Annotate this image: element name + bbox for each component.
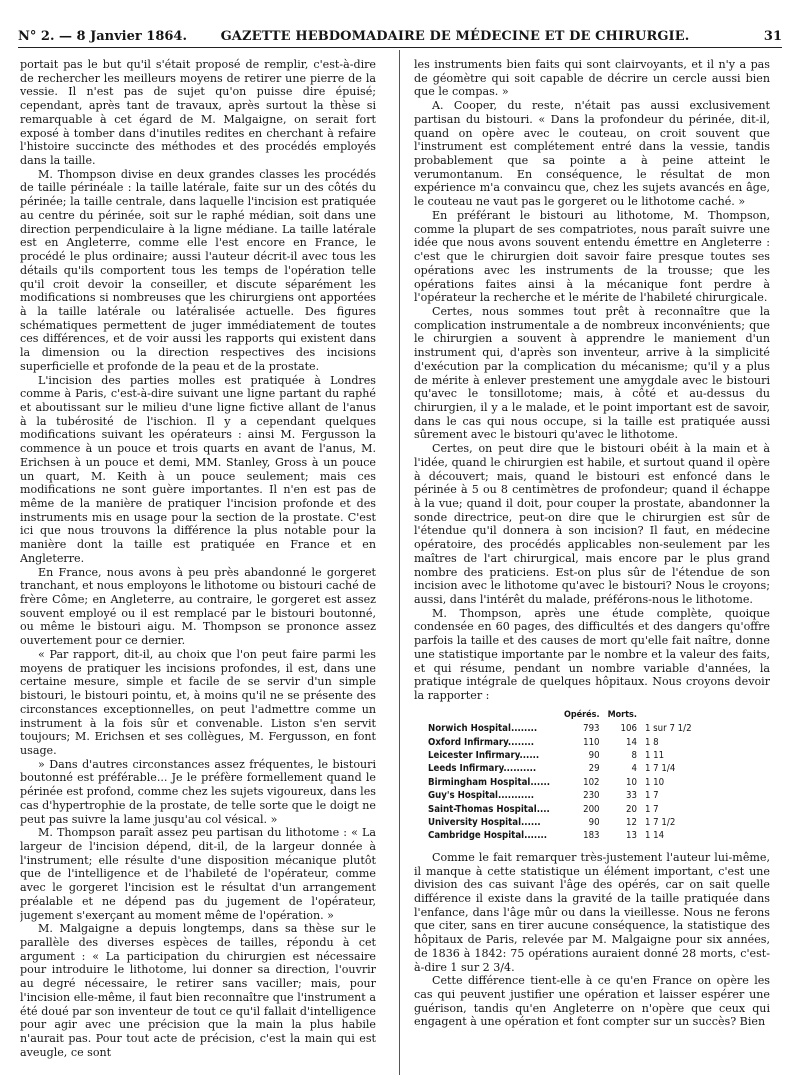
left-column bbox=[20, 58, 376, 1078]
hospital-name: Cambridge Hospital....... bbox=[428, 830, 548, 842]
col-morts-header: Morts. bbox=[607, 709, 637, 720]
mortality-ratio: 1 10 bbox=[644, 776, 665, 788]
table-row bbox=[424, 829, 696, 842]
mortality-ratio: 1 7 1/4 bbox=[644, 763, 676, 775]
mortality-ratio: 1 7 bbox=[644, 803, 659, 815]
hospital-name: Norwich Hospital........ bbox=[428, 723, 538, 735]
morts-count: 20 bbox=[625, 803, 637, 815]
running-header bbox=[18, 26, 782, 48]
right-column bbox=[414, 58, 770, 1078]
morts-count: 8 bbox=[631, 750, 637, 761]
operes-count: 29 bbox=[588, 763, 600, 775]
mortality-ratio: 1 8 bbox=[644, 736, 659, 748]
table-row bbox=[424, 736, 696, 749]
paragraph: M. Thompson paraît assez peu partisan du lithotome : « La largeur de l'incision dépend, dit-il, de la largeur donnée à l'instrument; elle résulte d'une disposition mécanique plutôt que de l'intelligence et de l'habileté de l'opérateur, comme avec le gorgeret l'incision est le résultat d'un arrangement préalable et ne dépend pas du jugement de l'opérateur, jugement s'exerçant au moment même de l'opération. » bbox=[20, 826, 376, 922]
morts-count: 13 bbox=[625, 830, 637, 842]
paragraph: « Par rapport, dit-il, au choix que l'on peut faire parmi les moyens de pratiquer les incisions profondes, il est, dans une certaine mesure, simple et facile de se servir d'un simple bistouri, le bistouri pointu, et, à moins qu'il ne se présente des circonstances exceptionnelles, on peut l'admettre comme un instrument à la fois sûr et convenable. Liston s'en servit toujours; M. Erichsen et ses collègues, M. Fergusson, en font usage. bbox=[20, 647, 376, 757]
page-number: 31 bbox=[763, 29, 782, 44]
paragraph: Cette différence tient-elle à ce qu'en France on opère les cas qui peuvent justifier une opération et laisser espérer une guérison, tandis qu'en Angleterre on n'opère que ceux qui engagent à une opération et font compter sur un succès? Bien bbox=[414, 974, 770, 1029]
table-row bbox=[424, 749, 696, 762]
mortality-ratio: 1 7 bbox=[644, 790, 659, 802]
col-operes-header: Opérés. bbox=[564, 709, 600, 720]
journal-title: GAZETTE HEBDOMADAIRE DE MÉDECINE ET DE CHIRURGIE. bbox=[220, 29, 690, 44]
paragraph: » Dans d'autres circonstances assez fréquentes, le bistouri boutonné est préférable... Je le préfère formellement quand le périnée est profond, comme chez les sujets vigoureux, dans les cas d'hypertrophie de la prostate, de telle sorte que le doigt ne peut pas suivre la lame jusqu'au col vésical. » bbox=[20, 757, 376, 826]
operes-count: 102 bbox=[583, 776, 600, 788]
paragraph: portait pas le but qu'il s'était proposé de remplir, c'est-à-dire de rechercher les meilleurs moyens de retirer une pierre de la vessie. Il n'est pas de sujet qu'on puisse dire épuisé; cependant, après tant de travaux, après surtout la thèse si remarquable à cet égard de M. Malgaigne, on serait fort exposé à tomber dans d'inutiles redites en cherchant à refaire l'histoire succincte des méthodes et des procédés employés dans la taille. bbox=[20, 58, 376, 168]
paragraph: les instruments bien faits qui sont clairvoyants, et il n'y a pas de géomètre qui soit capable de décrire un cercle aussi bien que le compas. » bbox=[414, 58, 770, 99]
paragraph: Comme le fait remarquer très-justement l'auteur lui-même, il manque à cette statistique un élément important, c'est une division des cas suivant l'âge des opérés, car on sait quelle différence il existe dans la gravité de la taille pratiquée dans l'enfance, dans l'âge mûr ou dans la vieillesse. Nous ne ferons que citer, sans en tirer aucune conséquence, la statistique des hôpitaux de Paris, relevée par M. Malgaigne pour six années, de 1836 à 1842: 75 opérations auraient donné 28 morts, c'est-à-dire 1 sur 2 3/4. bbox=[414, 850, 770, 974]
morts-count: 12 bbox=[625, 817, 637, 829]
operes-count: 793 bbox=[583, 723, 600, 735]
issue-date: N° 2. — 8 Janvier 1864. bbox=[18, 29, 187, 44]
operes-count: 110 bbox=[583, 736, 600, 748]
paragraph: Certes, on peut dire que le bistouri obéit à la main et à l'idée, quand le chirurgien est habile, et surtout quand il opère à découvert; mais, quand le bistouri est enfoncé dans le périnée à 5 ou 8 centimètres de profondeur; quand il échappe à la vue; quand il doit, pour couper la prostate, abandonner la sonde directrice, peut-on dire que le chirurgien est sûr de l'étendue qu'il donnera à son incision? Il faut, en médecine opératoire, des procédés applicables non-seulement par les maîtres de l'art chirurgical, mais encore par le plus grand nombre des praticiens. Est-on plus sûr de l'étendue de son incision avec le lithotome qu'avec le bistouri? Nous le croyons; aussi, dans l'intérêt du malade, préférons-nous le lithotome. bbox=[414, 442, 770, 607]
morts-count: 106 bbox=[620, 723, 637, 735]
morts-count: 10 bbox=[625, 776, 637, 788]
operes-count: 230 bbox=[583, 790, 600, 802]
paragraph: M. Thompson, après une étude complète, quoique condensée en 60 pages, des difficultés et des dangers qu'offre parfois la taille et des causes de mort qu'elle fait naître, donne une statistique importante par le nombre et la valeur des faits, et qui résume, pendant un nombre variable d'années, la pratique intégrale de quelques hôpitaux. Nous croyons devoir la rapporter : bbox=[414, 606, 770, 703]
mortality-ratio: 1 7 1/2 bbox=[644, 817, 676, 829]
table-row bbox=[424, 762, 696, 775]
table-row bbox=[424, 776, 696, 789]
hospital-name: Guy's Hospital........... bbox=[428, 790, 535, 802]
paragraph: Certes, nous sommes tout prêt à reconnaître que la complication instrumentale a de nombreux inconvénients; que le chirurgien a souvent à apprendre le maniement d'un instrument qui, d'après son inventeur, arrive à la simplicité d'exécution par la complication du mécanisme; qu'il y a plus de mérite à enlever prestement une amygdale avec le bistouri qu'avec le tonsillotome; mais, à côté et au-dessus du chirurgien, il y a le malade, et le point important est de savoir, dans le cas qui nous occupe, si la taille est pratiquée aussi sûrement avec le bistouri qu'avec le lithotome. bbox=[414, 304, 770, 442]
right-column-text-bottom bbox=[414, 851, 770, 1029]
table-header-row bbox=[424, 709, 696, 722]
paragraph: En préférant le bistouri au lithotome, M. Thompson, comme la plupart de ses compatriotes, nous paraît suivre une idée que nous avons souvent entendu émettre en Angleterre : c'est que le chirurgien doit savoir faire presque toutes ses opérations avec les instruments de la trousse; que les opérations faites ainsi à la mécanique font perdre à l'opérateur la recherche et le mérite de l'habileté chirurgicale. bbox=[414, 208, 770, 305]
hospital-name: Birmingham Hospital...... bbox=[428, 776, 551, 788]
table-row bbox=[424, 789, 696, 802]
table-row bbox=[424, 816, 696, 829]
morts-count: 33 bbox=[625, 790, 637, 802]
mortality-ratio: 1 11 bbox=[644, 750, 665, 761]
hospital-name: Leicester Infirmary...... bbox=[428, 750, 540, 761]
paragraph: A. Cooper, du reste, n'était pas aussi exclusivement partisan du bistouri. « Dans la profondeur du périnée, dit-il, quand on opère avec le couteau, on croit souvent que l'instrument est complétement entré dans la vessie, tandis probablement que sa pointe a à peine atteint le verumontanum. En conséquence, le résultat de mon expérience m'a convaincu que, chez les sujets avancés en âge, le couteau ne vaut pas le gorgeret ou le lithotome caché. » bbox=[414, 99, 770, 209]
operes-count: 183 bbox=[583, 830, 600, 842]
right-column-text-top bbox=[414, 58, 770, 703]
paragraph: M. Malgaigne a depuis longtemps, dans sa thèse sur le parallèle des diverses espèces de tailles, répondu à cet argument : « La participation du chirurgien est nécessaire pour introduire le lithotome, lui donner sa direction, l'ouvrir au degré nécessaire, le retirer sans vaciller; mais, pour l'incision elle-même, il faut bien reconnaître que l'instrument a été doué par son inventeur de tout ce qu'il fallait d'intelligence pour agir avec une précision que la main la plus habile n'aurait pas. Pour tout acte de précision, c'est la main qui est aveugle, ce sont bbox=[20, 922, 376, 1059]
mortality-ratio: 1 sur 7 1/2 bbox=[644, 723, 692, 735]
morts-count: 14 bbox=[625, 736, 637, 748]
operes-count: 90 bbox=[588, 817, 600, 829]
table-row bbox=[424, 803, 696, 816]
column-divider bbox=[399, 50, 400, 1075]
morts-count: 4 bbox=[631, 763, 637, 775]
hospital-name: University Hospital...... bbox=[428, 817, 541, 829]
table-row bbox=[424, 722, 696, 735]
hospital-name: Saint-Thomas Hospital.... bbox=[428, 803, 550, 815]
paragraph: M. Thompson divise en deux grandes classes les procédés de taille périnéale : la taille latérale, faite sur un des côtés du périnée; la taille centrale, dans laquelle l'incision est pratiquée au centre du périnée, soit sur le raphé médian, soit dans une direction perpendiculaire à la ligne médiane. La taille latérale est en Angleterre, comme elle l'est encore en France, le procédé le plus ordinaire; aussi l'auteur décrit-il avec tous les détails qu'ils comportent tous les temps de l'opération telle qu'il croit devoir la conseiller, et discute séparément les modifications si nombreuses que les chirurgiens ont apportées à la taille latérale ou latéralisée actuelle. Des figures schématiques permettent de juger immédiatement de toutes ces différences, et de voir aussi les rapports qui existent dans la dimension ou la direction respectives des incisions superficielle et profonde de la peau et de la prostate. bbox=[20, 167, 376, 373]
mortality-ratio: 1 14 bbox=[644, 830, 665, 842]
hospital-statistics-table bbox=[424, 709, 696, 843]
hospital-name: Leeds Infirmary.......... bbox=[428, 763, 537, 775]
paragraph: L'incision des parties molles est pratiquée à Londres comme à Paris, c'est-à-dire suivant une ligne partant du raphé et aboutissant sur le milieu d'une ligne fictive allant de l'anus à la tubérosité de l'ischion. Il y a cependant quelques modifications suivant les opérateurs : ainsi M. Fergusson la commence à un pouce et trois quarts en avant de l'anus, M. Erichsen à un pouce et demi, MM. Stanley, Gross à un pouce un quart, M. Keith à un pouce seulement; mais ces modifications ne sont guère importantes. Il n'en est pas de même de la manière de pratiquer l'incision profonde et des instruments mis en usage pour la section de la prostate. C'est ici que nous trouvons la différence la plus notable pour la manière dont la taille est pratiquée en France et en Angleterre. bbox=[20, 373, 376, 565]
operes-count: 200 bbox=[583, 803, 600, 815]
paragraph: En France, nous avons à peu près abandonné le gorgeret tranchant, et nous employons le lithotome ou bistouri caché de frère Côme; en Angleterre, au contraire, le gorgeret est assez souvent employé ou il est remplacé par le bistouri boutonné, ou même le bistouri aigu. M. Thompson se prononce assez ouvertement pour ce dernier. bbox=[20, 565, 376, 648]
operes-count: 90 bbox=[588, 750, 600, 761]
hospital-name: Oxford Infirmary........ bbox=[428, 736, 535, 748]
